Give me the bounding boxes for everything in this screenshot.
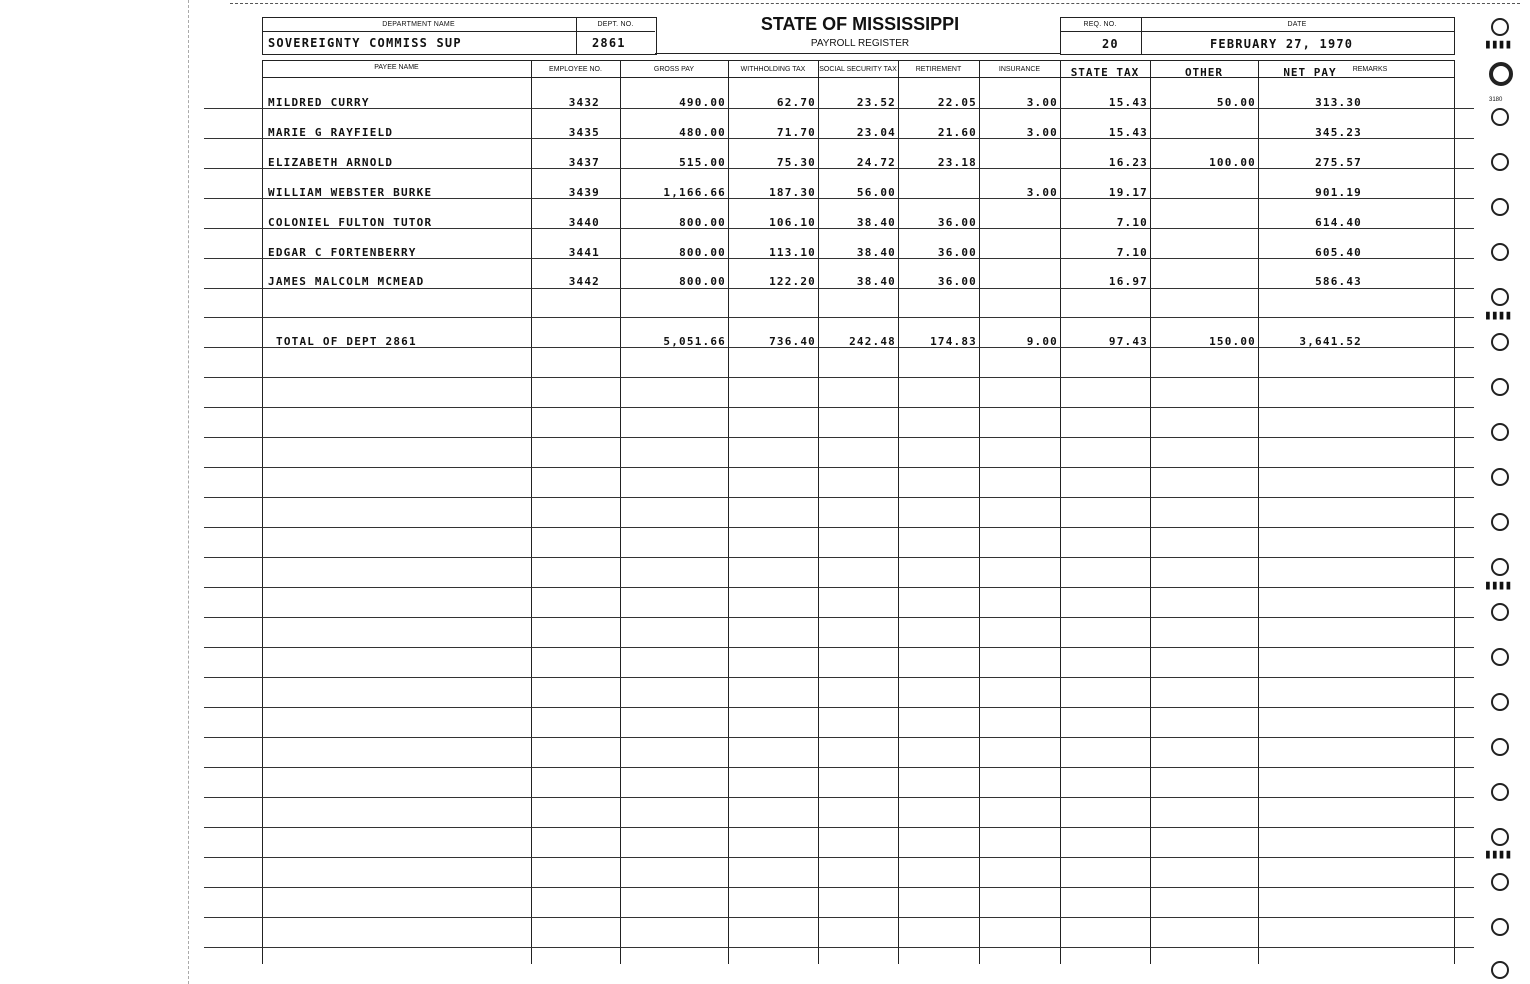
insurance: 3.00 [1026, 96, 1058, 109]
feed-hole-icon [1491, 468, 1509, 486]
withholding-tax: 71.70 [776, 126, 816, 139]
payee-name: ELIZABETH ARNOLD [268, 156, 394, 169]
retirement: 36.00 [937, 216, 977, 229]
column-divider [620, 60, 621, 964]
gross-pay: 1,166.66 [663, 186, 726, 199]
row-rule [204, 437, 1474, 438]
table-top-border [262, 60, 1454, 61]
date-label: DATE [1287, 21, 1307, 28]
row-rule [204, 947, 1474, 948]
feed-hole-icon [1489, 62, 1513, 86]
row-rule [204, 767, 1474, 768]
total-gross-pay: 5,051.66 [663, 335, 726, 348]
employee-no: 3439 [568, 186, 600, 199]
header-divider [262, 31, 655, 32]
total-label: TOTAL OF DEPT 2861 [276, 335, 417, 348]
col-retirement: RETIREMENT [915, 66, 962, 73]
feed-hole-icon [1491, 108, 1509, 126]
col-other: OTHER [1184, 66, 1224, 79]
state-tax: 7.10 [1116, 216, 1148, 229]
social-security-tax: 38.40 [856, 246, 896, 259]
row-rule [204, 737, 1474, 738]
withholding-tax: 106.10 [769, 216, 816, 229]
retirement: 22.05 [937, 96, 977, 109]
feed-hole-icon [1491, 288, 1509, 306]
column-divider [818, 60, 819, 964]
total-withholding-tax: 736.40 [769, 335, 816, 348]
col-net-pay: NET PAY [1283, 66, 1337, 79]
employee-no: 3440 [568, 216, 600, 229]
column-divider [728, 60, 729, 964]
col-gross-pay: GROSS PAY [653, 66, 695, 73]
state-tax: 7.10 [1116, 246, 1148, 259]
state-tax: 16.97 [1108, 275, 1148, 288]
payee-name: JAMES MALCOLM MCMEAD [268, 275, 425, 288]
alignment-mark-icon: ▮▮▮▮ [1484, 37, 1512, 52]
total-retirement: 174.83 [930, 335, 977, 348]
form-number: 3180 [1489, 97, 1503, 103]
feed-hole-icon [1491, 648, 1509, 666]
row-rule [204, 887, 1474, 888]
col-social-security-tax: SOCIAL SECURITY TAX [819, 66, 897, 73]
feed-hole-icon [1491, 513, 1509, 531]
column-divider [1258, 60, 1259, 964]
retirement: 36.00 [937, 275, 977, 288]
row-rule [204, 557, 1474, 558]
req-no: 20 [1102, 37, 1119, 51]
withholding-tax: 187.30 [769, 186, 816, 199]
row-rule [204, 377, 1474, 378]
gross-pay: 490.00 [679, 96, 726, 109]
row-rule [204, 677, 1474, 678]
date-value: FEBRUARY 27, 1970 [1210, 37, 1354, 51]
withholding-tax: 122.20 [769, 275, 816, 288]
net-pay: 586.43 [1315, 275, 1362, 288]
header-divider [1060, 31, 1454, 32]
state-tax: 15.43 [1108, 126, 1148, 139]
column-divider [1150, 60, 1151, 964]
retirement: 36.00 [937, 246, 977, 259]
retirement: 23.18 [937, 156, 977, 169]
col-state-tax: STATE TAX [1070, 66, 1140, 79]
employee-no: 3442 [568, 275, 600, 288]
gross-pay: 480.00 [679, 126, 726, 139]
social-security-tax: 23.04 [856, 126, 896, 139]
net-pay: 605.40 [1315, 246, 1362, 259]
payee-name: WILLIAM WEBSTER BURKE [268, 186, 433, 199]
col-remarks: REMARKS [1352, 66, 1388, 73]
gross-pay: 515.00 [679, 156, 726, 169]
feed-hole-icon [1491, 828, 1509, 846]
left-perforation [188, 0, 189, 984]
feed-hole-icon [1491, 738, 1509, 756]
feed-hole-icon [1491, 378, 1509, 396]
payee-name: COLONIEL FULTON TUTOR [268, 216, 433, 229]
net-pay: 313.30 [1315, 96, 1362, 109]
state-tax: 15.43 [1108, 96, 1148, 109]
row-rule [204, 917, 1474, 918]
col-employee-no: EMPLOYEE NO. [549, 66, 602, 73]
total-net-pay: 3,641.52 [1299, 335, 1362, 348]
row-rule [204, 288, 1474, 289]
feed-hole-icon [1491, 783, 1509, 801]
payee-name: MARIE G RAYFIELD [268, 126, 394, 139]
insurance: 3.00 [1026, 186, 1058, 199]
row-rule [204, 497, 1474, 498]
column-divider [262, 60, 263, 964]
row-rule [204, 797, 1474, 798]
withholding-tax: 113.10 [769, 246, 816, 259]
withholding-tax: 62.70 [776, 96, 816, 109]
social-security-tax: 38.40 [856, 275, 896, 288]
feed-hole-icon [1491, 693, 1509, 711]
feed-hole-icon [1491, 198, 1509, 216]
retirement: 21.60 [937, 126, 977, 139]
row-rule [204, 857, 1474, 858]
employee-no: 3435 [568, 126, 600, 139]
gross-pay: 800.00 [679, 246, 726, 259]
feed-hole-icon [1491, 18, 1509, 36]
col-withholding-tax: WITHHOLDING TAX [740, 66, 806, 73]
feed-hole-icon [1491, 873, 1509, 891]
department-name-label: DEPARTMENT NAME [382, 21, 455, 28]
social-security-tax: 24.72 [856, 156, 896, 169]
row-rule [204, 467, 1474, 468]
row-rule [204, 707, 1474, 708]
state-tax: 19.17 [1108, 186, 1148, 199]
col-payee-name: PAYEE NAME [374, 64, 419, 71]
column-divider [531, 60, 532, 964]
col-insurance: INSURANCE [998, 66, 1041, 73]
alignment-mark-icon: ▮▮▮▮ [1484, 308, 1512, 323]
state-tax: 16.23 [1108, 156, 1148, 169]
top-perforation [230, 3, 1520, 4]
insurance: 3.00 [1026, 126, 1058, 139]
dept-no: 2861 [592, 36, 626, 50]
total-other: 150.00 [1209, 335, 1256, 348]
employee-no: 3432 [568, 96, 600, 109]
social-security-tax: 56.00 [856, 186, 896, 199]
req-no-label: REQ. NO. [1083, 21, 1117, 28]
other: 50.00 [1216, 96, 1256, 109]
feed-hole-icon [1491, 961, 1509, 979]
withholding-tax: 75.30 [776, 156, 816, 169]
feed-hole-icon [1491, 333, 1509, 351]
feed-hole-icon [1491, 423, 1509, 441]
page-title: STATE OF MISSISSIPPI [760, 14, 960, 34]
alignment-mark-icon: ▮▮▮▮ [1484, 578, 1512, 593]
row-rule [204, 827, 1474, 828]
column-divider [979, 60, 980, 964]
row-rule [204, 587, 1474, 588]
other: 100.00 [1209, 156, 1256, 169]
total-state-tax: 97.43 [1108, 335, 1148, 348]
row-rule [204, 527, 1474, 528]
gross-pay: 800.00 [679, 216, 726, 229]
gross-pay: 800.00 [679, 275, 726, 288]
net-pay: 275.57 [1315, 156, 1362, 169]
row-rule [204, 407, 1474, 408]
feed-hole-icon [1491, 603, 1509, 621]
dept-no-label: DEPT. NO. [597, 21, 634, 28]
total-insurance: 9.00 [1026, 335, 1058, 348]
net-pay: 345.23 [1315, 126, 1362, 139]
employee-no: 3437 [568, 156, 600, 169]
header-bottom-line [655, 53, 1060, 54]
row-rule [204, 647, 1474, 648]
feed-hole-icon [1491, 243, 1509, 261]
column-divider [1060, 60, 1061, 964]
payee-name: EDGAR C FORTENBERRY [268, 246, 417, 259]
total-social-security-tax: 242.48 [849, 335, 896, 348]
feed-hole-icon [1491, 558, 1509, 576]
net-pay: 901.19 [1315, 186, 1362, 199]
page-subtitle: PAYROLL REGISTER [810, 38, 910, 49]
social-security-tax: 38.40 [856, 216, 896, 229]
social-security-tax: 23.52 [856, 96, 896, 109]
row-rule [204, 617, 1474, 618]
column-divider [898, 60, 899, 964]
net-pay: 614.40 [1315, 216, 1362, 229]
payee-name: MILDRED CURRY [268, 96, 370, 109]
employee-no: 3441 [568, 246, 600, 259]
column-divider [1454, 60, 1455, 964]
alignment-mark-icon: ▮▮▮▮ [1484, 847, 1512, 862]
department-name: SOVEREIGNTY COMMISS SUP [268, 36, 462, 50]
feed-hole-icon [1491, 153, 1509, 171]
row-rule [204, 317, 1474, 318]
feed-hole-icon [1491, 918, 1509, 936]
